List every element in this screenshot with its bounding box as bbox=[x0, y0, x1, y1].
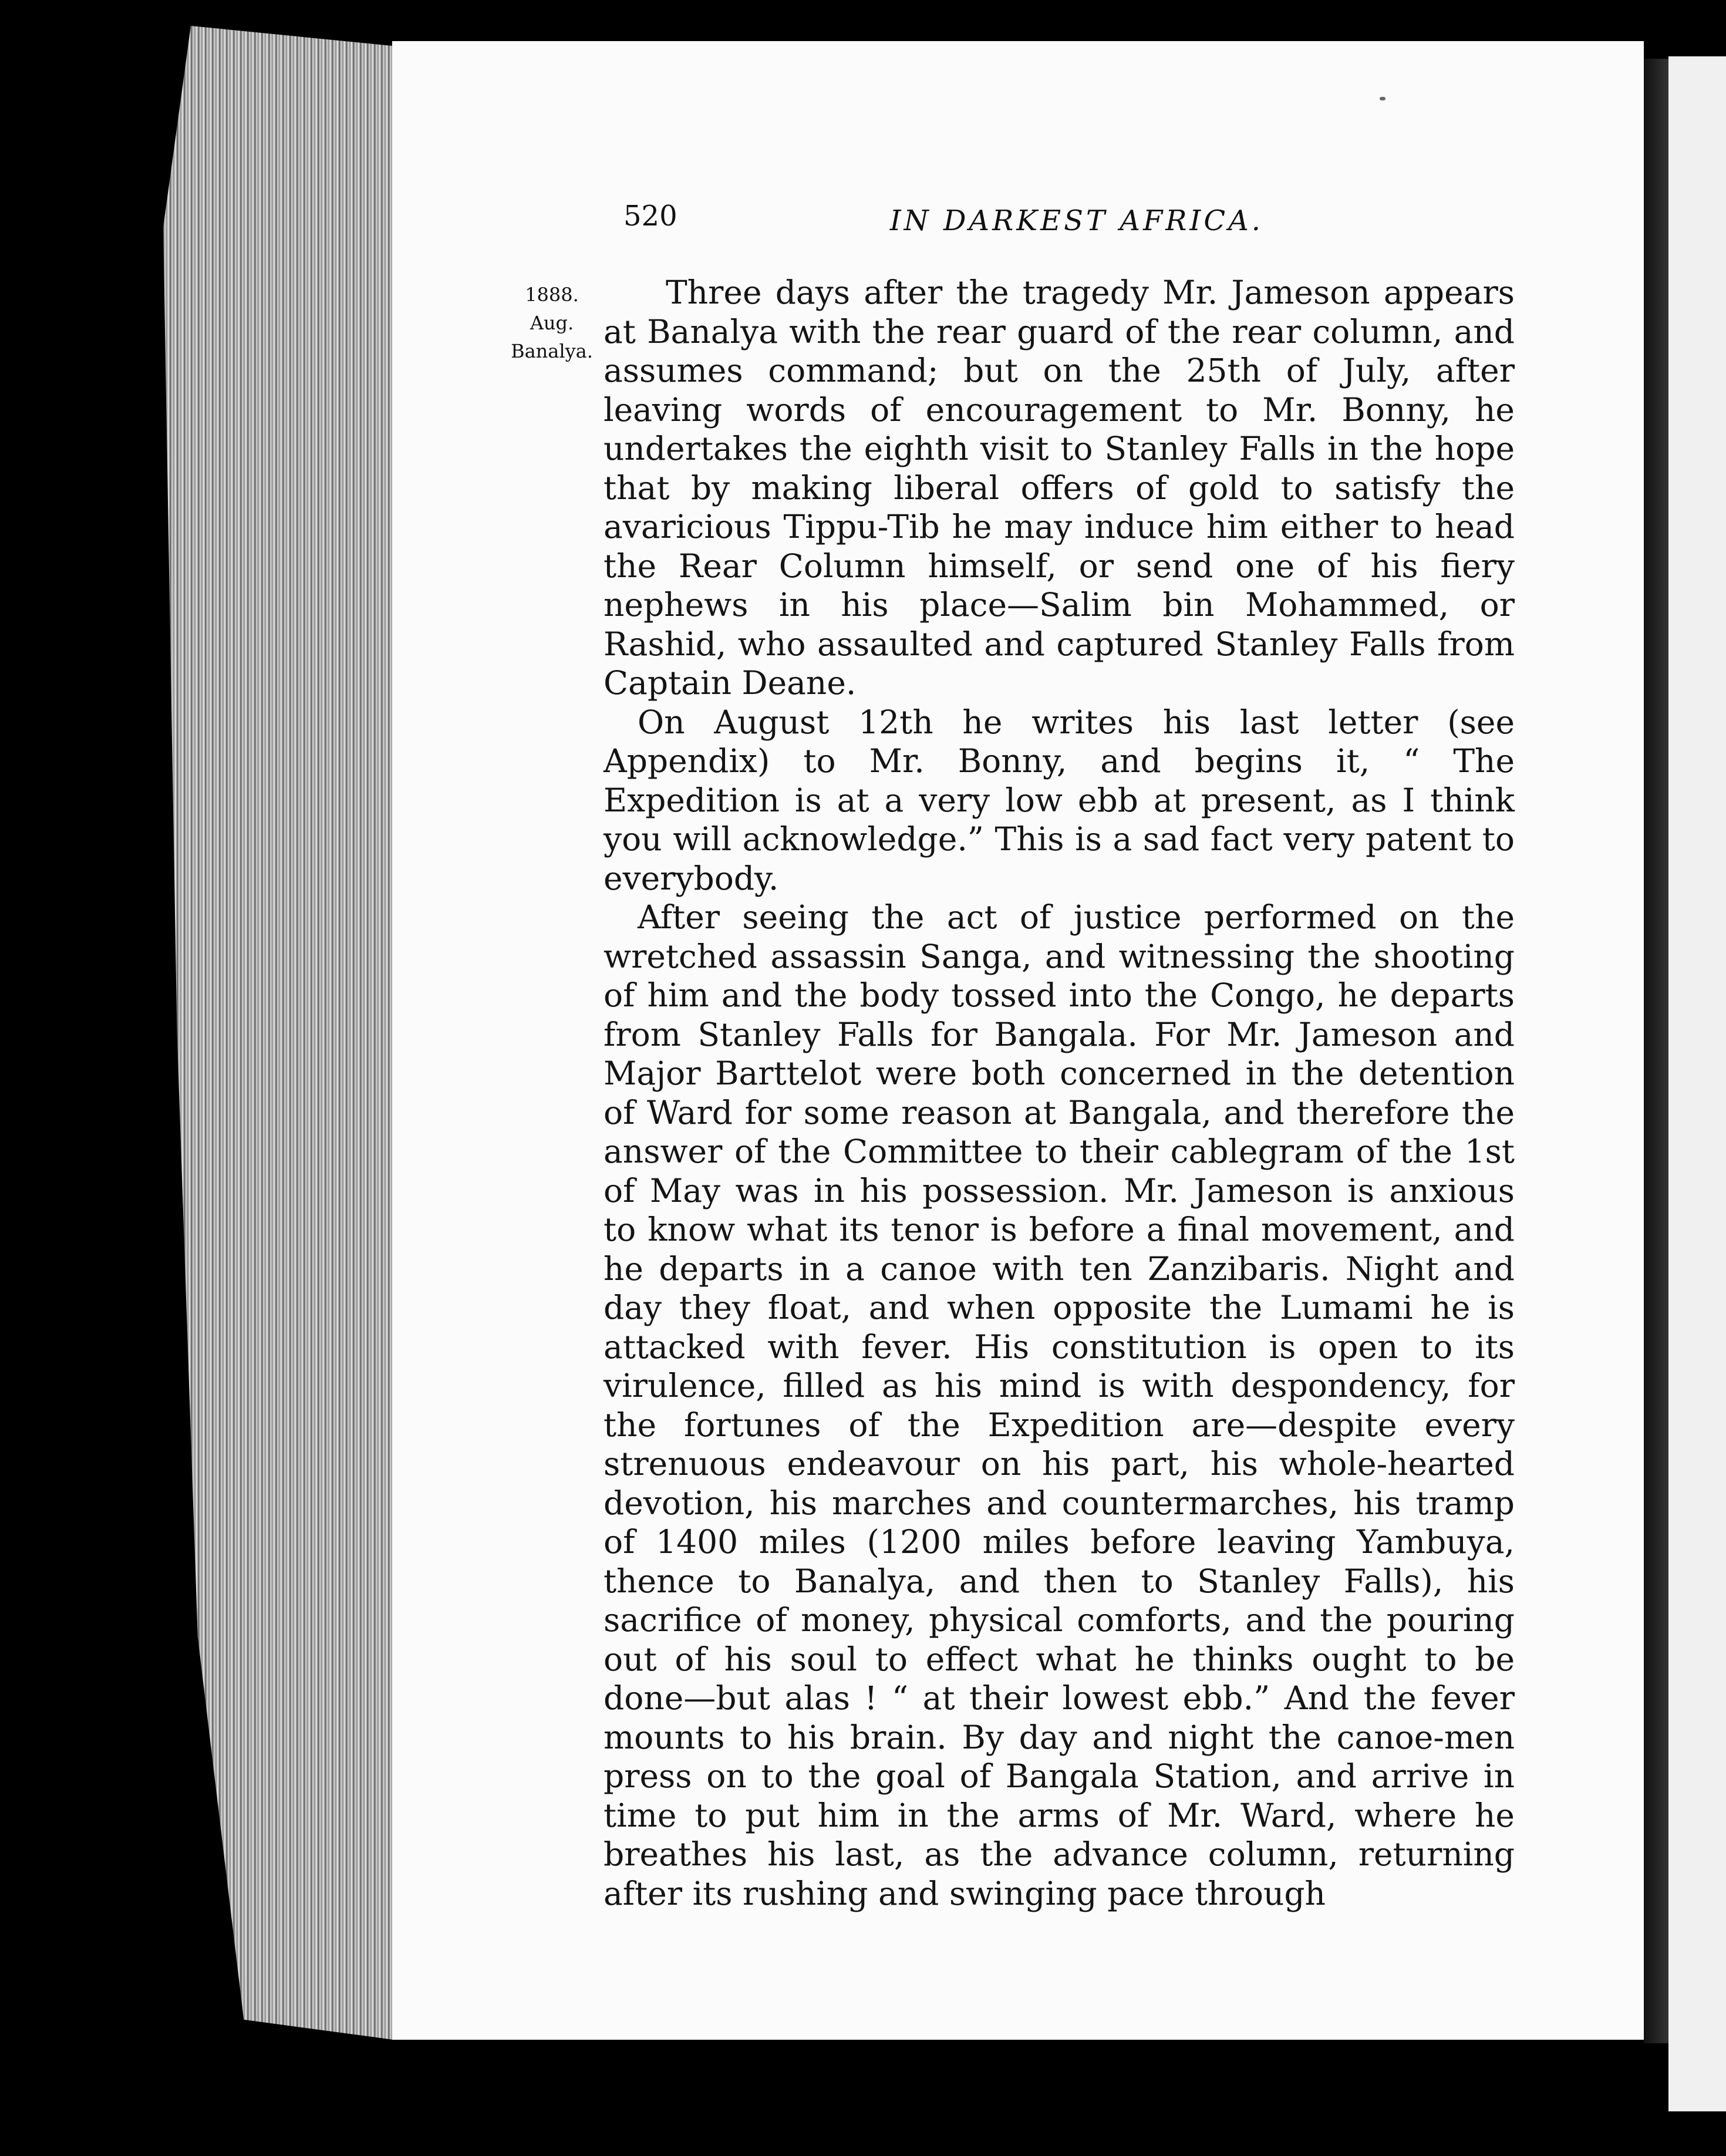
book-page-edges bbox=[163, 26, 393, 2040]
running-head bbox=[623, 200, 1263, 247]
margin-note bbox=[499, 281, 605, 365]
ink-speck bbox=[1380, 97, 1385, 100]
paragraph-3: After seeing the act of justice performed on the wretched assassin Sanga, and witnessing the shooting of him and the body tossed into the Congo, he departs from Stanley Falls for Bangala. For Mr. Jameson and Major Barttelot were both concerned in the detention of Ward for some reason at Bangala, and therefore the answer of the Committee to their cablegram of the 1st of May was in his possession. Mr. Jameson is anxious to know what its tenor is before a final movement, and he departs in a canoe with ten Zanzibaris. Night and day they float, and when opposite the Lumami he is attacked with fever. His constitution is open to its virulence, filled as his mind is with despondency, for the fortunes of the Expedition are—despite every strenuous endeavour on his part, his whole-hearted devotion, his marches and countermarches, his tramp of 1400 miles (1200 miles before leaving Yambuya, thence to Banalya, and then to Stanley Falls), his sacrifice of money, physical comforts, and the pouring out of his soul to effect what he thinks ought to be done—but alas ! “ at their lowest ebb.” And the fever mounts to his brain. By day and night the canoe-men press on to the goal of Bangala Station, and arrive in time to put him in the arms of Mr. Ward, where he breathes his last, as the advance column, returning after its rushing and swinging pace through bbox=[604, 898, 1515, 1912]
margin-note-year: 1888. bbox=[525, 284, 579, 306]
page-number: 520 bbox=[623, 200, 677, 233]
margin-note-place: Banalya. bbox=[511, 340, 593, 362]
margin-note-month: Aug. bbox=[530, 312, 574, 334]
paragraph-1: Three days after the tragedy Mr. Jameson appears at Banalya with the rear guard of the rear column, and assumes command; but on the 25th of July, after leaving words of encouragement to Mr. Bonny, he undertakes the eighth visit to Stanley Falls in the hope that by making liberal offers of gold to satisfy the avaricious Tippu-Tib he may induce him either to head the Rear Column himself, or send one of his fiery nephews in his place—Salim bin Mohammed, or Rashid, who assaulted and captured Stanley Falls from Captain Deane. bbox=[604, 274, 1515, 702]
facing-page-edge bbox=[1668, 56, 1726, 2111]
paragraph-2: On August 12th he writes his last letter (see Appendix) to Mr. Bonny, and begins it, “ The Expedition is at a very low ebb at present, as I think you will acknowledge.” This is a sad fact very patent to everybody. bbox=[604, 703, 1515, 897]
body-text bbox=[604, 273, 1515, 1913]
facing-page-gutter bbox=[1644, 59, 1668, 2043]
book-title: IN DARKEST AFRICA. bbox=[889, 204, 1263, 237]
